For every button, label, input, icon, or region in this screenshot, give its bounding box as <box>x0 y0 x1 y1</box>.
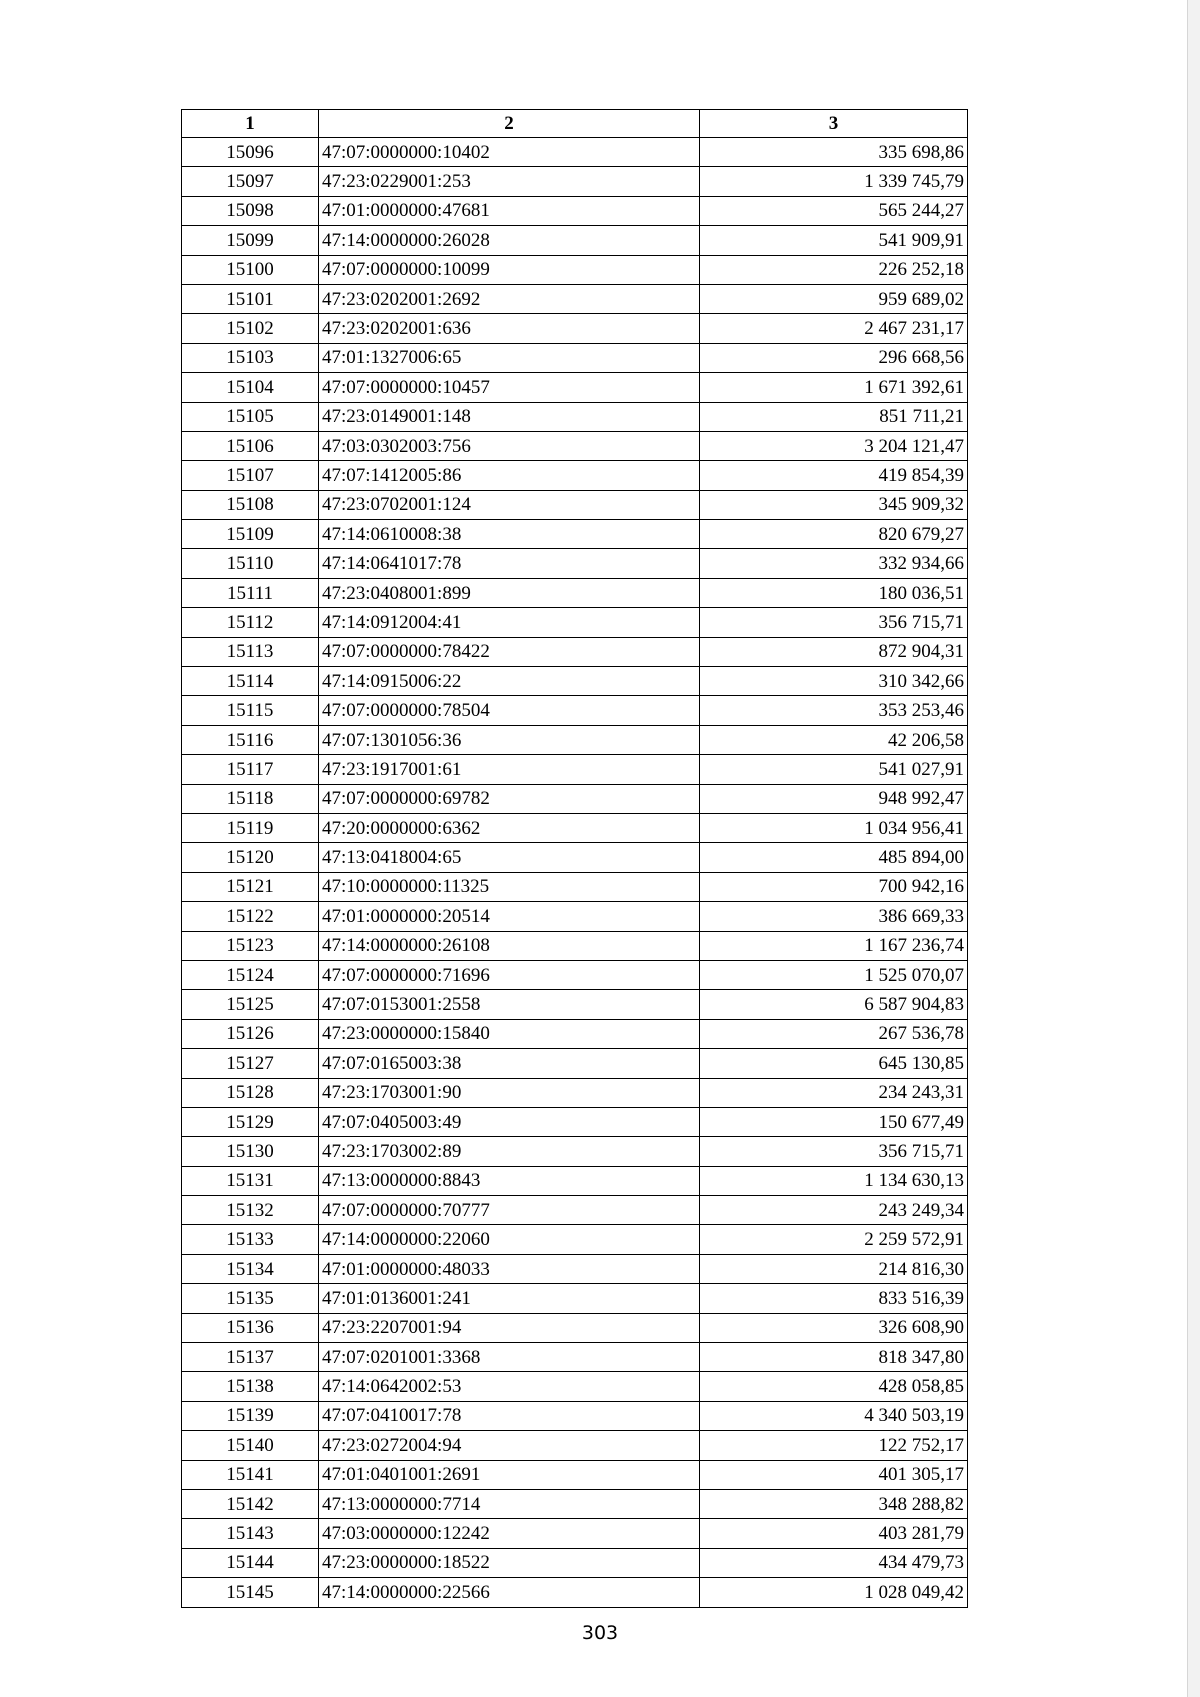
row-number-cell: 15118 <box>182 784 319 813</box>
value-cell: 403 281,79 <box>700 1519 968 1548</box>
cadastral-number-cell: 47:14:0610008:38 <box>319 520 700 549</box>
row-number-cell: 15107 <box>182 461 319 490</box>
value-cell: 180 036,51 <box>700 578 968 607</box>
table-row <box>182 696 968 725</box>
value-cell: 267 536,78 <box>700 1019 968 1048</box>
value-cell: 243 249,34 <box>700 1196 968 1225</box>
table-row <box>182 1107 968 1136</box>
row-number-cell: 15140 <box>182 1431 319 1460</box>
column-header-3: 3 <box>700 110 968 138</box>
row-number-cell: 15124 <box>182 960 319 989</box>
value-cell: 4 340 503,19 <box>700 1401 968 1430</box>
table-row <box>182 637 968 666</box>
cadastral-number-cell: 47:23:1917001:61 <box>319 755 700 784</box>
table-row <box>182 343 968 372</box>
row-number-cell: 15135 <box>182 1284 319 1313</box>
row-number-cell: 15126 <box>182 1019 319 1048</box>
value-cell: 401 305,17 <box>700 1460 968 1489</box>
value-cell: 2 467 231,17 <box>700 314 968 343</box>
value-cell: 1 339 745,79 <box>700 167 968 196</box>
row-number-cell: 15122 <box>182 902 319 931</box>
row-number-cell: 15138 <box>182 1372 319 1401</box>
value-cell: 541 027,91 <box>700 755 968 784</box>
table-row <box>182 1548 968 1577</box>
row-number-cell: 15101 <box>182 284 319 313</box>
cadastral-number-cell: 47:23:1703001:90 <box>319 1078 700 1107</box>
row-number-cell: 15145 <box>182 1578 319 1607</box>
table-row <box>182 755 968 784</box>
cadastral-number-cell: 47:01:0000000:47681 <box>319 196 700 225</box>
row-number-cell: 15132 <box>182 1196 319 1225</box>
cadastral-number-cell: 47:23:2207001:94 <box>319 1313 700 1342</box>
cadastral-number-cell: 47:13:0000000:7714 <box>319 1489 700 1518</box>
table-row <box>182 1137 968 1166</box>
table-row <box>182 784 968 813</box>
value-cell: 348 288,82 <box>700 1489 968 1518</box>
row-number-cell: 15097 <box>182 167 319 196</box>
value-cell: 386 669,33 <box>700 902 968 931</box>
table-header-row <box>182 110 968 138</box>
value-cell: 356 715,71 <box>700 1137 968 1166</box>
row-number-cell: 15141 <box>182 1460 319 1489</box>
value-cell: 214 816,30 <box>700 1254 968 1283</box>
cadastral-number-cell: 47:07:0000000:78504 <box>319 696 700 725</box>
table-row <box>182 226 968 255</box>
value-cell: 345 909,32 <box>700 490 968 519</box>
value-cell: 1 671 392,61 <box>700 373 968 402</box>
row-number-cell: 15139 <box>182 1401 319 1430</box>
table-row <box>182 1019 968 1048</box>
row-number-cell: 15115 <box>182 696 319 725</box>
table-row <box>182 1166 968 1195</box>
value-cell: 296 668,56 <box>700 343 968 372</box>
row-number-cell: 15142 <box>182 1489 319 1518</box>
row-number-cell: 15117 <box>182 755 319 784</box>
cadastral-number-cell: 47:14:0642002:53 <box>319 1372 700 1401</box>
column-header-2: 2 <box>319 110 700 138</box>
row-number-cell: 15130 <box>182 1137 319 1166</box>
cadastral-number-cell: 47:07:0000000:69782 <box>319 784 700 813</box>
table-row <box>182 1225 968 1254</box>
table-row <box>182 373 968 402</box>
table-row <box>182 196 968 225</box>
value-cell: 42 206,58 <box>700 725 968 754</box>
table-row <box>182 1578 968 1607</box>
value-cell: 565 244,27 <box>700 196 968 225</box>
table-row <box>182 813 968 842</box>
table-row <box>182 1401 968 1430</box>
value-cell: 2 259 572,91 <box>700 1225 968 1254</box>
table-row <box>182 931 968 960</box>
row-number-cell: 15125 <box>182 990 319 1019</box>
row-number-cell: 15143 <box>182 1519 319 1548</box>
row-number-cell: 15102 <box>182 314 319 343</box>
cadastral-number-cell: 47:07:0201001:3368 <box>319 1343 700 1372</box>
value-cell: 1 525 070,07 <box>700 960 968 989</box>
table-row <box>182 1431 968 1460</box>
cadastral-number-cell: 47:20:0000000:6362 <box>319 813 700 842</box>
row-number-cell: 15127 <box>182 1049 319 1078</box>
page-edge-shadow <box>1187 0 1200 1697</box>
value-cell: 959 689,02 <box>700 284 968 313</box>
cadastral-number-cell: 47:23:0408001:899 <box>319 578 700 607</box>
table-row <box>182 1284 968 1313</box>
value-cell: 326 608,90 <box>700 1313 968 1342</box>
value-cell: 353 253,46 <box>700 696 968 725</box>
cadastral-number-cell: 47:07:0000000:10457 <box>319 373 700 402</box>
table-row <box>182 990 968 1019</box>
cadastral-number-cell: 47:23:1703002:89 <box>319 1137 700 1166</box>
cadastral-number-cell: 47:14:0912004:41 <box>319 608 700 637</box>
table-row <box>182 1460 968 1489</box>
value-cell: 1 167 236,74 <box>700 931 968 960</box>
cadastral-number-cell: 47:01:0401001:2691 <box>319 1460 700 1489</box>
row-number-cell: 15100 <box>182 255 319 284</box>
row-number-cell: 15133 <box>182 1225 319 1254</box>
cadastral-number-cell: 47:23:0229001:253 <box>319 167 700 196</box>
cadastral-number-cell: 47:07:0000000:10099 <box>319 255 700 284</box>
table-row <box>182 255 968 284</box>
table-row <box>182 138 968 167</box>
value-cell: 434 479,73 <box>700 1548 968 1577</box>
row-number-cell: 15123 <box>182 931 319 960</box>
row-number-cell: 15104 <box>182 373 319 402</box>
cadastral-number-cell: 47:03:0000000:12242 <box>319 1519 700 1548</box>
table-row <box>182 490 968 519</box>
value-cell: 419 854,39 <box>700 461 968 490</box>
cadastral-number-cell: 47:07:0000000:70777 <box>319 1196 700 1225</box>
value-cell: 234 243,31 <box>700 1078 968 1107</box>
value-cell: 541 909,91 <box>700 226 968 255</box>
table-row <box>182 167 968 196</box>
table-row <box>182 314 968 343</box>
cadastral-number-cell: 47:14:0000000:26028 <box>319 226 700 255</box>
value-cell: 428 058,85 <box>700 1372 968 1401</box>
row-number-cell: 15098 <box>182 196 319 225</box>
row-number-cell: 15128 <box>182 1078 319 1107</box>
table-row <box>182 1254 968 1283</box>
value-cell: 645 130,85 <box>700 1049 968 1078</box>
cadastral-number-cell: 47:13:0418004:65 <box>319 843 700 872</box>
table-row <box>182 1372 968 1401</box>
value-cell: 818 347,80 <box>700 1343 968 1372</box>
cadastral-number-cell: 47:01:0000000:20514 <box>319 902 700 931</box>
row-number-cell: 15111 <box>182 578 319 607</box>
value-cell: 122 752,17 <box>700 1431 968 1460</box>
cadastral-number-cell: 47:01:0136001:241 <box>319 1284 700 1313</box>
row-number-cell: 15119 <box>182 813 319 842</box>
table-row <box>182 431 968 460</box>
value-cell: 948 992,47 <box>700 784 968 813</box>
cadastral-number-cell: 47:07:0153001:2558 <box>319 990 700 1019</box>
cadastral-number-cell: 47:07:0000000:78422 <box>319 637 700 666</box>
row-number-cell: 15131 <box>182 1166 319 1195</box>
table-row <box>182 725 968 754</box>
value-cell: 6 587 904,83 <box>700 990 968 1019</box>
row-number-cell: 15113 <box>182 637 319 666</box>
value-cell: 833 516,39 <box>700 1284 968 1313</box>
row-number-cell: 15144 <box>182 1548 319 1577</box>
value-cell: 851 711,21 <box>700 402 968 431</box>
cadastral-number-cell: 47:14:0915006:22 <box>319 667 700 696</box>
cadastral-number-cell: 47:03:0302003:756 <box>319 431 700 460</box>
value-cell: 1 034 956,41 <box>700 813 968 842</box>
cadastral-number-cell: 47:14:0641017:78 <box>319 549 700 578</box>
table-row <box>182 1489 968 1518</box>
table-row <box>182 902 968 931</box>
row-number-cell: 15116 <box>182 725 319 754</box>
table-row <box>182 960 968 989</box>
cadastral-number-cell: 47:14:0000000:22566 <box>319 1578 700 1607</box>
cadastral-value-table <box>181 109 968 1608</box>
cadastral-number-cell: 47:07:1412005:86 <box>319 461 700 490</box>
row-number-cell: 15134 <box>182 1254 319 1283</box>
cadastral-number-cell: 47:23:0272004:94 <box>319 1431 700 1460</box>
value-cell: 820 679,27 <box>700 520 968 549</box>
value-cell: 872 904,31 <box>700 637 968 666</box>
cadastral-number-cell: 47:07:0000000:71696 <box>319 960 700 989</box>
row-number-cell: 15105 <box>182 402 319 431</box>
value-cell: 1 028 049,42 <box>700 1578 968 1607</box>
cadastral-number-cell: 47:01:1327006:65 <box>319 343 700 372</box>
table-row <box>182 872 968 901</box>
table-row <box>182 1343 968 1372</box>
table-row <box>182 843 968 872</box>
row-number-cell: 15136 <box>182 1313 319 1342</box>
table-row <box>182 461 968 490</box>
table-row <box>182 1049 968 1078</box>
row-number-cell: 15120 <box>182 843 319 872</box>
table-row <box>182 284 968 313</box>
row-number-cell: 15099 <box>182 226 319 255</box>
value-cell: 700 942,16 <box>700 872 968 901</box>
table-row <box>182 1313 968 1342</box>
cadastral-number-cell: 47:10:0000000:11325 <box>319 872 700 901</box>
value-cell: 150 677,49 <box>700 1107 968 1136</box>
cadastral-number-cell: 47:07:0000000:10402 <box>319 138 700 167</box>
value-cell: 332 934,66 <box>700 549 968 578</box>
row-number-cell: 15112 <box>182 608 319 637</box>
cadastral-number-cell: 47:14:0000000:26108 <box>319 931 700 960</box>
page-number: 303 <box>581 1622 619 1644</box>
value-cell: 310 342,66 <box>700 667 968 696</box>
table-row <box>182 578 968 607</box>
cadastral-number-cell: 47:01:0000000:48033 <box>319 1254 700 1283</box>
row-number-cell: 15137 <box>182 1343 319 1372</box>
row-number-cell: 15109 <box>182 520 319 549</box>
row-number-cell: 15114 <box>182 667 319 696</box>
row-number-cell: 15110 <box>182 549 319 578</box>
table-row <box>182 1519 968 1548</box>
table-body <box>182 138 968 1608</box>
cadastral-number-cell: 47:23:0202001:2692 <box>319 284 700 313</box>
table-row <box>182 549 968 578</box>
table-row <box>182 608 968 637</box>
table-row <box>182 1078 968 1107</box>
cadastral-number-cell: 47:07:0405003:49 <box>319 1107 700 1136</box>
value-cell: 485 894,00 <box>700 843 968 872</box>
value-cell: 226 252,18 <box>700 255 968 284</box>
value-cell: 335 698,86 <box>700 138 968 167</box>
cadastral-number-cell: 47:07:0165003:38 <box>319 1049 700 1078</box>
row-number-cell: 15106 <box>182 431 319 460</box>
cadastral-number-cell: 47:23:0702001:124 <box>319 490 700 519</box>
column-header-1: 1 <box>182 110 319 138</box>
cadastral-number-cell: 47:23:0202001:636 <box>319 314 700 343</box>
row-number-cell: 15096 <box>182 138 319 167</box>
cadastral-number-cell: 47:23:0149001:148 <box>319 402 700 431</box>
value-cell: 1 134 630,13 <box>700 1166 968 1195</box>
table-row <box>182 1196 968 1225</box>
table-row <box>182 520 968 549</box>
cadastral-number-cell: 47:14:0000000:22060 <box>319 1225 700 1254</box>
value-cell: 3 204 121,47 <box>700 431 968 460</box>
cadastral-number-cell: 47:13:0000000:8843 <box>319 1166 700 1195</box>
cadastral-number-cell: 47:07:1301056:36 <box>319 725 700 754</box>
row-number-cell: 15121 <box>182 872 319 901</box>
cadastral-number-cell: 47:07:0410017:78 <box>319 1401 700 1430</box>
cadastral-number-cell: 47:23:0000000:18522 <box>319 1548 700 1577</box>
table-row <box>182 402 968 431</box>
value-cell: 356 715,71 <box>700 608 968 637</box>
row-number-cell: 15129 <box>182 1107 319 1136</box>
row-number-cell: 15108 <box>182 490 319 519</box>
row-number-cell: 15103 <box>182 343 319 372</box>
table-row <box>182 667 968 696</box>
cadastral-number-cell: 47:23:0000000:15840 <box>319 1019 700 1048</box>
